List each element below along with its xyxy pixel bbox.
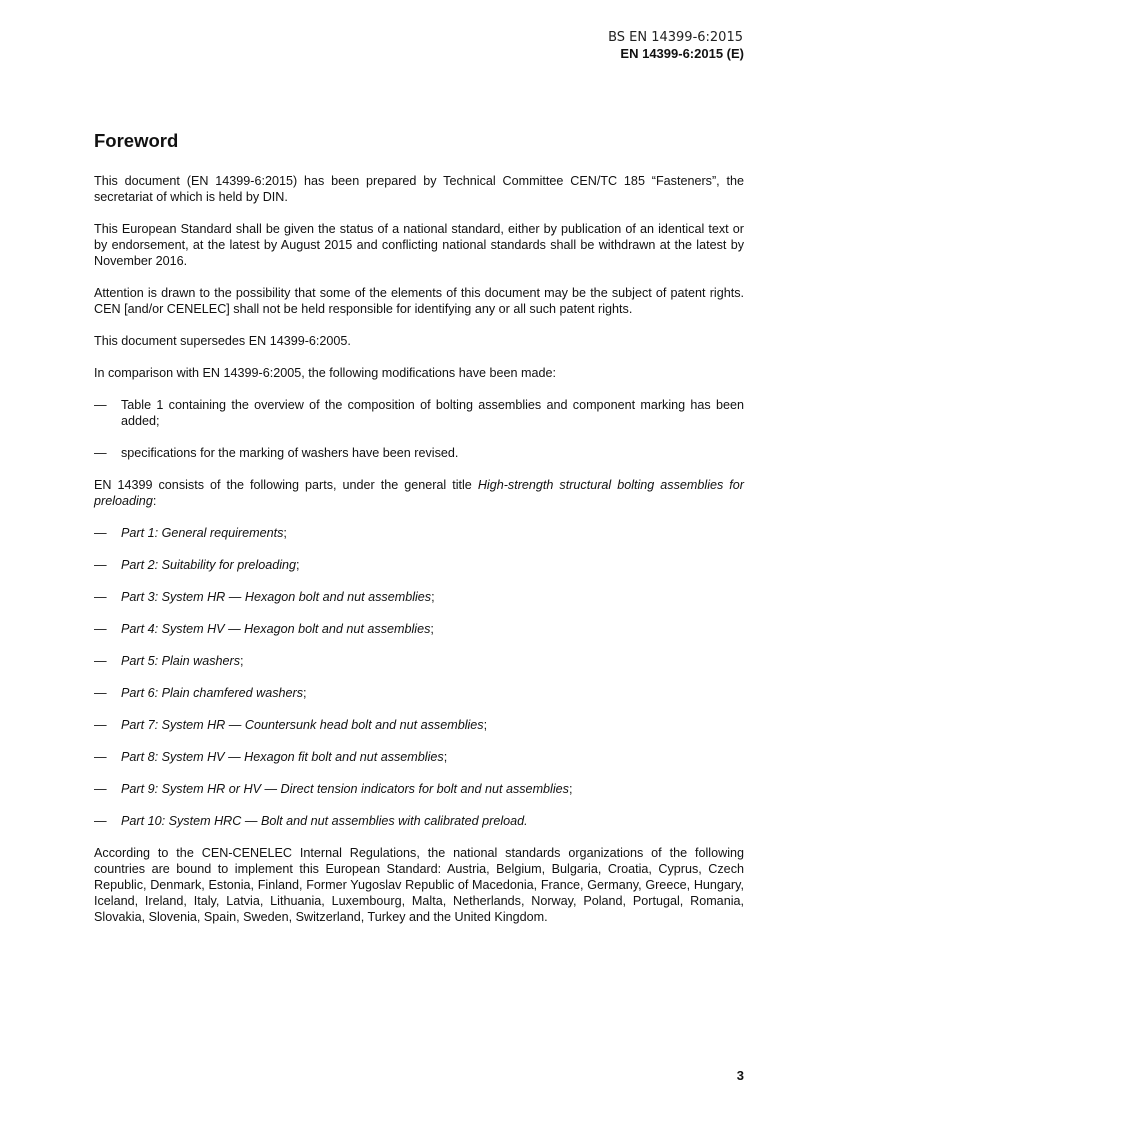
dash-bullet: — [94,446,107,460]
foreword-body [94,173,744,941]
list-item-part [94,653,744,669]
part-title: Part 3: System HR — Hexagon bolt and nut assemblies [121,590,432,604]
general-title: High-strength structural bolting assemblies for preloading [94,478,744,508]
paragraph-parts-intro [94,477,744,509]
part-end: ; [431,590,435,604]
part-end: ; [443,750,448,764]
part-title: Part 6: Plain chamfered washers [121,686,303,700]
list-item-part [94,813,744,829]
dash-bullet: — [94,526,107,540]
paragraph-patent-rights: Attention is drawn to the possibility that some of the elements of this document may be the subject of patent rights. CEN [and/or CENELEC] shall not be held responsible for identifying any or all such patent rights. [94,286,744,316]
part-title: Part 9: System HR or HV — Direct tension indicators for bolt and nut assemblies [121,782,569,796]
list-item-text: specifications for the marking of washers have been revised. [121,446,459,460]
dash-bullet: — [94,782,107,796]
list-item-modification [94,445,744,461]
dash-bullet: — [94,750,107,764]
dash-bullet: — [94,654,107,668]
list-item-part [94,717,744,733]
paragraph-national-status: This European Standard shall be given the status of a national standard, either by publication of an identical text or by endorsement, at the latest by August 2015 and conflicting national standards shall be withdrawn at the latest by November 2016. [94,222,744,268]
list-item-part [94,525,744,541]
header-standard-en: EN 14399-6:2015 (E) [620,46,744,61]
dash-bullet: — [94,558,107,572]
part-end: ; [283,526,287,540]
part-title: Part 2: Suitability for preloading [121,558,297,572]
page-number: 3 [736,1068,744,1083]
part-end: ; [483,718,488,732]
list-item-part [94,749,744,765]
paragraph-supersedes: This document supersedes EN 14399-6:2005. [94,334,351,348]
paragraph-modifications-intro: In comparison with EN 14399-6:2005, the following modifications have been made: [94,366,557,380]
part-end: ; [296,558,300,572]
parts-intro-end: : [152,494,157,508]
part-title: Part 8: System HV — Hexagon fit bolt and nut assemblies [121,750,444,764]
page-title: Foreword [94,130,179,151]
part-title: Part 4: System HV — Hexagon bolt and nut assemblies [121,622,431,636]
header-standard-bs: BS EN 14399-6:2015 [608,30,743,45]
part-end: ; [303,686,307,700]
part-title: Part 5: Plain washers [121,654,240,668]
list-item-part [94,557,744,573]
part-title: Part 7: System HR — Countersunk head bolt and nut assemblies [121,718,484,732]
part-end: ; [430,622,434,636]
part-end: ; [240,654,244,668]
part-end: ; [568,782,573,796]
part-title: Part 1: General requirements [121,526,284,540]
list-item-part [94,685,744,701]
dash-bullet: — [94,622,107,636]
dash-bullet: — [94,686,107,700]
list-item-modification [94,397,744,429]
part-title: Part 10: System HRC — Bolt and nut assemblies with calibrated preload. [121,814,528,828]
dash-bullet: — [94,590,107,604]
list-item-part [94,589,744,605]
list-item-part [94,621,744,637]
list-item-text: Table 1 containing the overview of the composition of bolting assemblies and component marking has been added; [121,398,744,428]
dash-bullet: — [94,398,107,412]
list-item-part [94,781,744,797]
dash-bullet: — [94,718,107,732]
parts-intro-text: EN 14399 consists of the following parts, under the general title [94,478,478,492]
dash-bullet: — [94,814,107,828]
paragraph-prepared-by: This document (EN 14399-6:2015) has been prepared by Technical Committee CEN/TC 185 “Fasteners”, the secretariat of which is held by DIN. [94,174,744,204]
paragraph-cen-members: According to the CEN-CENELEC Internal Regulations, the national standards organizations of the following countries are bound to implement this European Standard: Austria, Belgium, Bulgaria, Croatia, Cyprus, Czech Republic, Denmark, Estonia, Finland, Former Yugoslav Republic of Macedonia, France, Germany, Greece, Hungary, Iceland, Ireland, Italy, Latvia, Lithuania, Luxembourg, Malta, Netherlands, Norway, Poland, Portugal, Romania, Slovakia, Slovenia, Spain, Sweden, Switzerland, Turkey and the United Kingdom. [94,846,744,924]
